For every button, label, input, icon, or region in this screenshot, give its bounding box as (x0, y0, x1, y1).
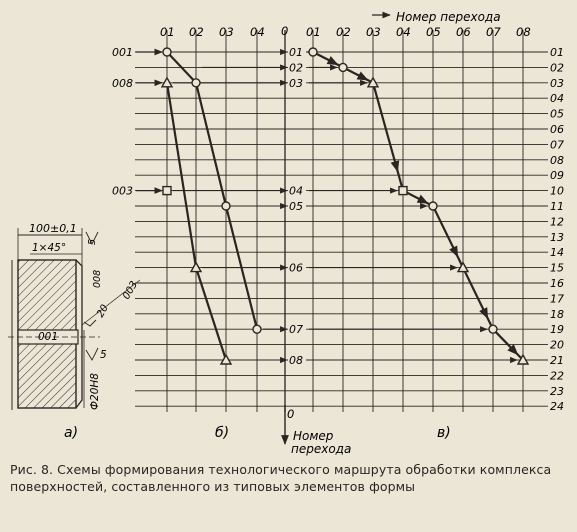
top-column-label-v: 03 (366, 25, 381, 39)
subfig-label-b: б) (215, 425, 230, 441)
top-column-label-v: 05 (426, 25, 441, 39)
right-row-label: 04 (550, 92, 564, 106)
right-row-label: 06 (550, 123, 564, 136)
right-row-label: 19 (550, 323, 564, 337)
route-node-circle (309, 48, 317, 56)
route-node-triangle (191, 263, 201, 272)
top-zero-label: 0 (281, 24, 289, 38)
right-row-label: 03 (550, 76, 564, 90)
route-node-circle (192, 79, 200, 87)
right-row-label: 14 (550, 246, 564, 260)
right-row-labels (550, 46, 564, 413)
center-step-label: 06 (289, 261, 303, 275)
roughness-mid-text: 20 (95, 302, 111, 320)
figure-caption: Рис. 8. Схемы формирования технологического маршрута обработки комплекса поверхностей, составленного из типовых элементов формы (10, 462, 552, 494)
route-node-square (399, 187, 407, 195)
top-column-label-v: 04 (396, 25, 411, 39)
route-node-triangle (221, 355, 231, 364)
top-column-label-v: 02 (336, 25, 351, 39)
roughness-symbol-mid (84, 320, 96, 326)
center-step-label: 05 (289, 200, 303, 213)
subfig-label-a: а) (64, 425, 79, 441)
route-node-square (163, 187, 171, 195)
right-row-label: 13 (550, 230, 564, 244)
route-node-triangle (368, 78, 378, 87)
top-column-label-v: 08 (516, 25, 531, 39)
top-column-label-b: 04 (250, 25, 265, 39)
top-column-label-v: 01 (306, 25, 321, 39)
roughness-symbol-low (86, 348, 98, 360)
center-step-label: 01 (289, 46, 303, 59)
route-v-arrowhead (424, 201, 428, 203)
surface-003-text: 003 (121, 279, 141, 302)
top-column-labels (160, 25, 531, 39)
right-row-label: 02 (550, 61, 564, 75)
bottom-zero-label: 0 (287, 407, 295, 421)
chamfer-text: 1×45° (32, 242, 67, 254)
right-row-label: 16 (550, 277, 564, 290)
route-node-circle (339, 63, 347, 71)
route-node-circle (253, 325, 261, 333)
route-node-triangle (162, 78, 172, 87)
right-row-label: 15 (550, 261, 564, 275)
right-row-label: 11 (550, 200, 564, 213)
center-step-label: 03 (289, 76, 303, 90)
left-surface-label: 001 (112, 46, 133, 59)
right-row-label: 20 (550, 338, 564, 352)
right-row-label: 09 (550, 169, 564, 183)
route-node-circle (163, 48, 171, 56)
top-column-label-v: 07 (486, 25, 501, 39)
top-column-label-v: 06 (456, 25, 471, 39)
center-step-label: 04 (289, 184, 303, 198)
right-row-label: 18 (550, 307, 564, 321)
route-v-arrowhead (454, 249, 458, 256)
right-row-label: 21 (550, 354, 564, 367)
bottom-axis-title-1: Номер (293, 429, 334, 443)
subfig-label-v: в) (437, 425, 451, 441)
top-column-label-b: 02 (189, 25, 204, 39)
bore-dimension-text: Ф20Н8 (89, 373, 101, 410)
top-column-label-b: 03 (219, 25, 234, 39)
top-axis-title: Номер перехода (396, 10, 501, 24)
center-step-label: 08 (289, 354, 303, 367)
center-step-label: 07 (289, 323, 303, 337)
right-row-label: 08 (550, 153, 564, 167)
right-row-label: 17 (550, 292, 564, 306)
surface-001-text: 001 (38, 331, 59, 343)
top-column-label-b: 01 (160, 25, 175, 39)
route-node-circle (429, 202, 437, 210)
dim-width-text: 100±0,1 (29, 222, 77, 235)
route-v-arrowhead (334, 63, 338, 65)
route-v-arrowhead (364, 78, 368, 80)
left-surface-label: 003 (112, 184, 133, 198)
route-v-arrowhead (484, 311, 488, 318)
part-drawing (8, 222, 140, 410)
roughness-low-text: 5 (100, 349, 107, 361)
center-step-labels (288, 46, 306, 367)
route-node-circle (222, 202, 230, 210)
roughness-top-text: 5 (87, 238, 98, 245)
right-row-label: 05 (550, 107, 564, 121)
route-node-triangle (458, 263, 468, 272)
surface-008-text: 008 (92, 269, 103, 288)
right-row-label: 07 (550, 138, 564, 152)
right-row-label: 23 (550, 384, 564, 398)
right-row-label: 22 (550, 369, 564, 383)
right-row-label: 01 (550, 46, 564, 59)
left-surface-label: 008 (112, 76, 133, 90)
bottom-axis-title-2: перехода (291, 442, 352, 456)
right-row-label: 10 (550, 184, 564, 198)
right-row-label: 24 (550, 400, 564, 414)
right-row-label: 12 (550, 215, 564, 229)
center-step-label: 02 (289, 61, 303, 75)
route-node-circle (489, 325, 497, 333)
